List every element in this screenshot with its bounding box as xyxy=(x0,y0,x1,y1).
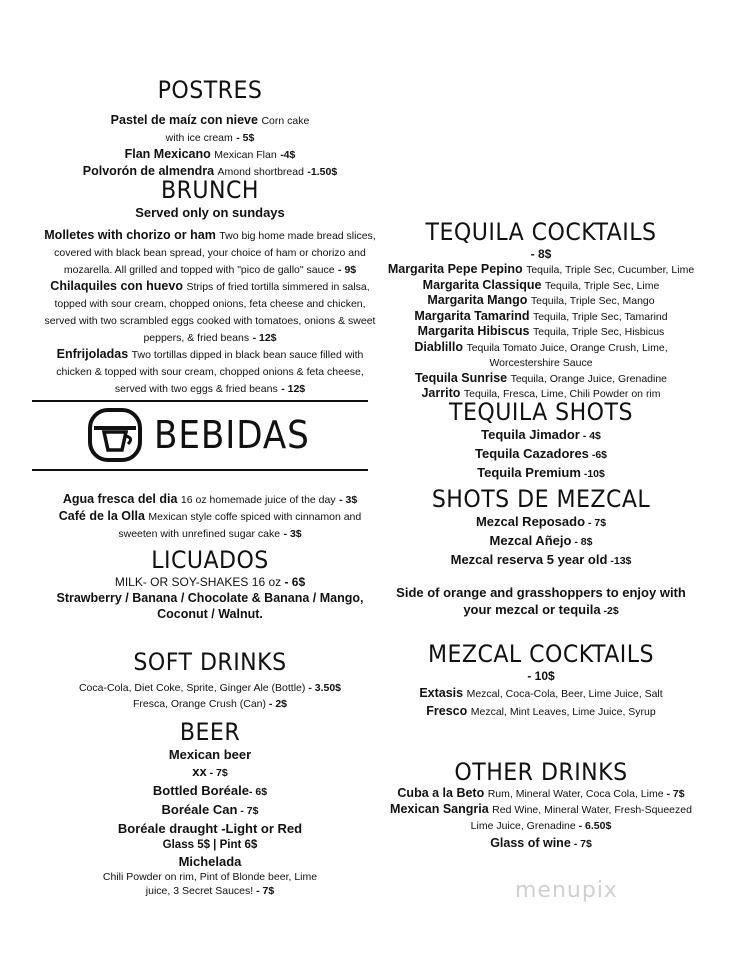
brunch-title: BRUNCH xyxy=(161,176,259,204)
menu-item: Polvorón de almendra Amond shortbread -1.50$ xyxy=(82,164,338,178)
other-drinks-title: OTHER DRINKS xyxy=(454,758,628,786)
cup-icon xyxy=(88,408,142,462)
menu-item: Café de la Olla Mexican style coffe spiced with cinnamon and sweeten with unrefined sugar cake - 3$ xyxy=(58,509,362,540)
drinks-top-section xyxy=(42,491,378,542)
menu-item: Extasis Mezcal, Coca-Cola, Beer, Lime Juice, Salt xyxy=(419,686,663,700)
menu-item: Margarita Tamarind Tequila, Triple Sec, Tamarind xyxy=(414,308,668,323)
beer-xx: xx - 7$ xyxy=(192,764,228,779)
licuados-section xyxy=(42,546,378,622)
soft-drinks-section xyxy=(42,648,378,712)
postres-title: POSTRES xyxy=(157,76,263,104)
soft-drinks-line1: Coca-Cola, Diet Coke, Sprite, Ginger Ale (Bottle) - 3.50$ xyxy=(78,682,342,694)
mezcal-cocktails-section xyxy=(378,640,704,720)
beer-mexican: Mexican beer xyxy=(168,747,252,762)
menu-item: Flan Mexicano Mexican Flan -4$ xyxy=(124,147,296,161)
postres-section xyxy=(60,76,360,180)
shot-item: Tequila Cazadores -6$ xyxy=(475,446,607,461)
menu-item: Molletes with chorizo or ham Two big home made bread slices, covered with black bean spread, your choice of ham or chorizo and mozarella. All grilled and topped with "pico de gallo" sauce - 9$ xyxy=(44,228,376,276)
menu-item: Glass of wine - 7$ xyxy=(490,836,592,850)
menu-item: Margarita Mango Tequila, Triple Sec, Mango xyxy=(427,293,655,307)
menu-item: Chilaquiles con huevo Strips of fried tortilla simmered in salsa, topped with sour cream, chopped onions, feta cheese and chicken, served with two scrambled eggs cooked with tomatoes, onions & sweet peppers, & fried beans - 12$ xyxy=(44,279,376,344)
other-drinks-section xyxy=(378,758,704,853)
soft-drinks-line2: Fresca, Orange Crush (Can) - 2$ xyxy=(132,698,288,710)
mezcal-cocktails-price: - 10$ xyxy=(527,669,555,683)
mezcal-shots-title: SHOTS DE MEZCAL xyxy=(431,485,651,513)
menu-item: Margarita Hibiscus Tequila, Triple Sec, Hisbicus xyxy=(417,324,665,338)
menu-item: Jarrito Tequila, Fresca, Lime, Chili Powder on rim xyxy=(421,386,661,400)
brunch-section xyxy=(42,176,378,397)
beer-michelada: Michelada xyxy=(178,854,242,869)
beer-section xyxy=(42,718,378,898)
menu-item: Margarita Classique Tequila, Triple Sec, Lime xyxy=(422,277,660,292)
shot-item: Mezcal reserva 5 year old -13$ xyxy=(450,552,632,567)
mezcal-cocktails-title: MEZCAL COCKTAILS xyxy=(427,640,655,668)
bebidas-title: BEBIDAS xyxy=(154,413,310,457)
divider-bottom xyxy=(32,469,368,471)
menu-item: Enfrijoladas Two tortillas dipped in black bean sauce filled with chicken & topped with sour cream, chopped onions & feta cheese, served with two eggs & fried beans - 12$ xyxy=(56,347,364,395)
tequila-cocktails-price: - 8$ xyxy=(530,247,552,261)
menu-item: Diablillo Tequila Tomato Juice, Orange Crush, Lime, Worcestershire Sauce xyxy=(414,339,668,369)
beer-michelada-desc: Chili Powder on rim, Pint of Blonde beer, Lime juice, 3 Secret Sauces! - 7$ xyxy=(102,871,318,897)
licuados-title: LICUADOS xyxy=(151,546,269,574)
menu-item: Pastel de maíz con nieve Corn cake with ice cream - 5$ xyxy=(110,113,310,144)
shot-item: Mezcal Añejo - 8$ xyxy=(489,533,593,548)
beer-glass: Glass 5$ | Pint 6$ xyxy=(162,839,258,851)
shot-item: Mezcal Reposado - 7$ xyxy=(475,514,607,529)
shot-item: Tequila Premium -10$ xyxy=(477,465,605,480)
watermark: menupix xyxy=(515,878,618,903)
beer-boreale-bottled: Bottled Boréale- 6$ xyxy=(152,783,268,798)
beer-boreale-can: Boréale Can - 7$ xyxy=(161,802,259,817)
menu-item: Margarita Pepe Pepino Tequila, Triple Sec, Cucumber, Lime xyxy=(387,262,695,276)
mezcal-side: Side of orange and grasshoppers to enjoy with your mezcal or tequila -2$ xyxy=(396,585,686,617)
menu-item: Agua fresca del dia 16 oz homemade juice of the day - 3$ xyxy=(62,492,358,506)
menu-item: Cuba a la Beto Rum, Mineral Water, Coca Cola, Lime - 7$ xyxy=(397,786,685,800)
licuados-subtitle: MILK- OR SOY-SHAKES 16 oz - 6$ xyxy=(114,575,306,589)
divider-top xyxy=(32,400,368,402)
menu-item: Fresco Mezcal, Mint Leaves, Lime Juice, Syrup xyxy=(426,704,656,718)
shot-item: Tequila Jimador - 4$ xyxy=(481,427,601,442)
menu-item: Tequila Sunrise Tequila, Orange Juice, Grenadine xyxy=(414,370,668,385)
beer-draught: Boréale draught -Light or Red xyxy=(117,821,303,836)
licuados-flavors: Strawberry / Banana / Chocolate & Banana / Mango, Coconut / Walnut. xyxy=(56,591,364,621)
bebidas-header xyxy=(88,407,358,463)
brunch-subtitle: Served only on sundays xyxy=(135,205,285,220)
tequila-cocktails-section xyxy=(378,218,704,402)
tequila-cocktails-title: TEQUILA COCKTAILS xyxy=(425,218,657,246)
tequila-shots-section xyxy=(398,398,684,483)
tequila-shots-title: TEQUILA SHOTS xyxy=(449,398,633,426)
menu-item: Mexican Sangria Red Wine, Mineral Water, Fresh-Squeezed Lime Juice, Grenadine - 6.50$ xyxy=(390,802,692,832)
soft-drinks-title: SOFT DRINKS xyxy=(133,648,287,676)
mezcal-shots-section xyxy=(378,485,704,620)
beer-title: BEER xyxy=(179,718,241,746)
